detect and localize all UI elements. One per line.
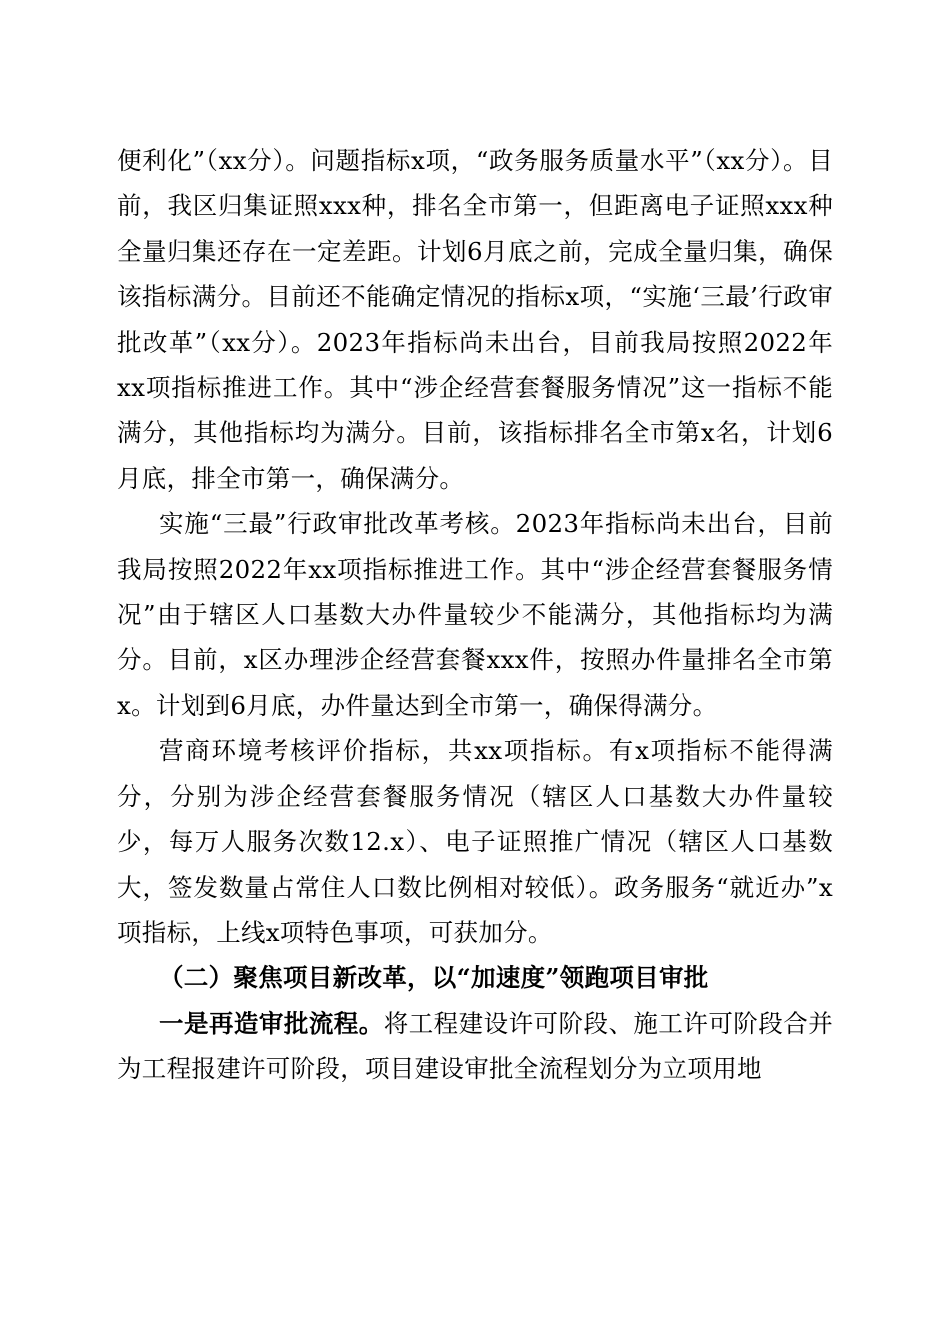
- paragraph-lead: 一是再造审批流程。: [159, 1008, 384, 1038]
- paragraph-sanzui-reform: 实施“三最”行政审批改革考核。2023年指标尚未出台，目前我局按照2022年xx项指标推进工作。其中“涉企经营套餐服务情况”由于辖区人口基数大办件量较少不能满分，其他指标均为满分。目前，x区办理涉企经营套餐xxx件，按照办件量排名全市第x。计划到6月底，办件量达到全市第一，确保得满分。: [117, 509, 834, 720]
- paragraph-body: 将工程建设许可阶段、施工许可阶段合并为工程报建许可阶段，项目建设审批全流程划分为立项用地: [117, 1008, 833, 1084]
- section-heading: （二）聚焦项目新改革，以“加速度”领跑项目审批: [159, 963, 709, 993]
- paragraph-continued: 便利化”（xx分）。问题指标x项，“政务服务质量水平”（xx分）。目前，我区归集证照xxx种，排名全市第一，但距离电子证照xxx种全量归集还存在一定差距。计划6月底之前，完成全量归集，确保该指标满分。目前还不能确定情况的指标x项，“实施‘三最’行政审批改革”（xx分）。2023年指标尚未出台，目前我局按照2022年xx项指标推进工作。其中“涉企经营套餐服务情况”这一指标不能满分，其他指标均为满分。目前，该指标排名全市第x名，计划6月底，排全市第一，确保满分。: [117, 146, 833, 493]
- paragraph-business-environment: 营商环境考核评价指标，共xx项指标。有x项指标不能得满分，分别为涉企经营套餐服务情况（辖区人口基数大办件量较少，每万人服务次数12.x）、电子证照推广情况（辖区人口基数大，签发数量占常住人口数比例相对较低）。政务服务“就近办”x项指标，上线x项特色事项，可获加分。: [117, 736, 833, 947]
- paragraph-approval-process: [117, 1001, 833, 1092]
- document-body: [117, 138, 833, 1092]
